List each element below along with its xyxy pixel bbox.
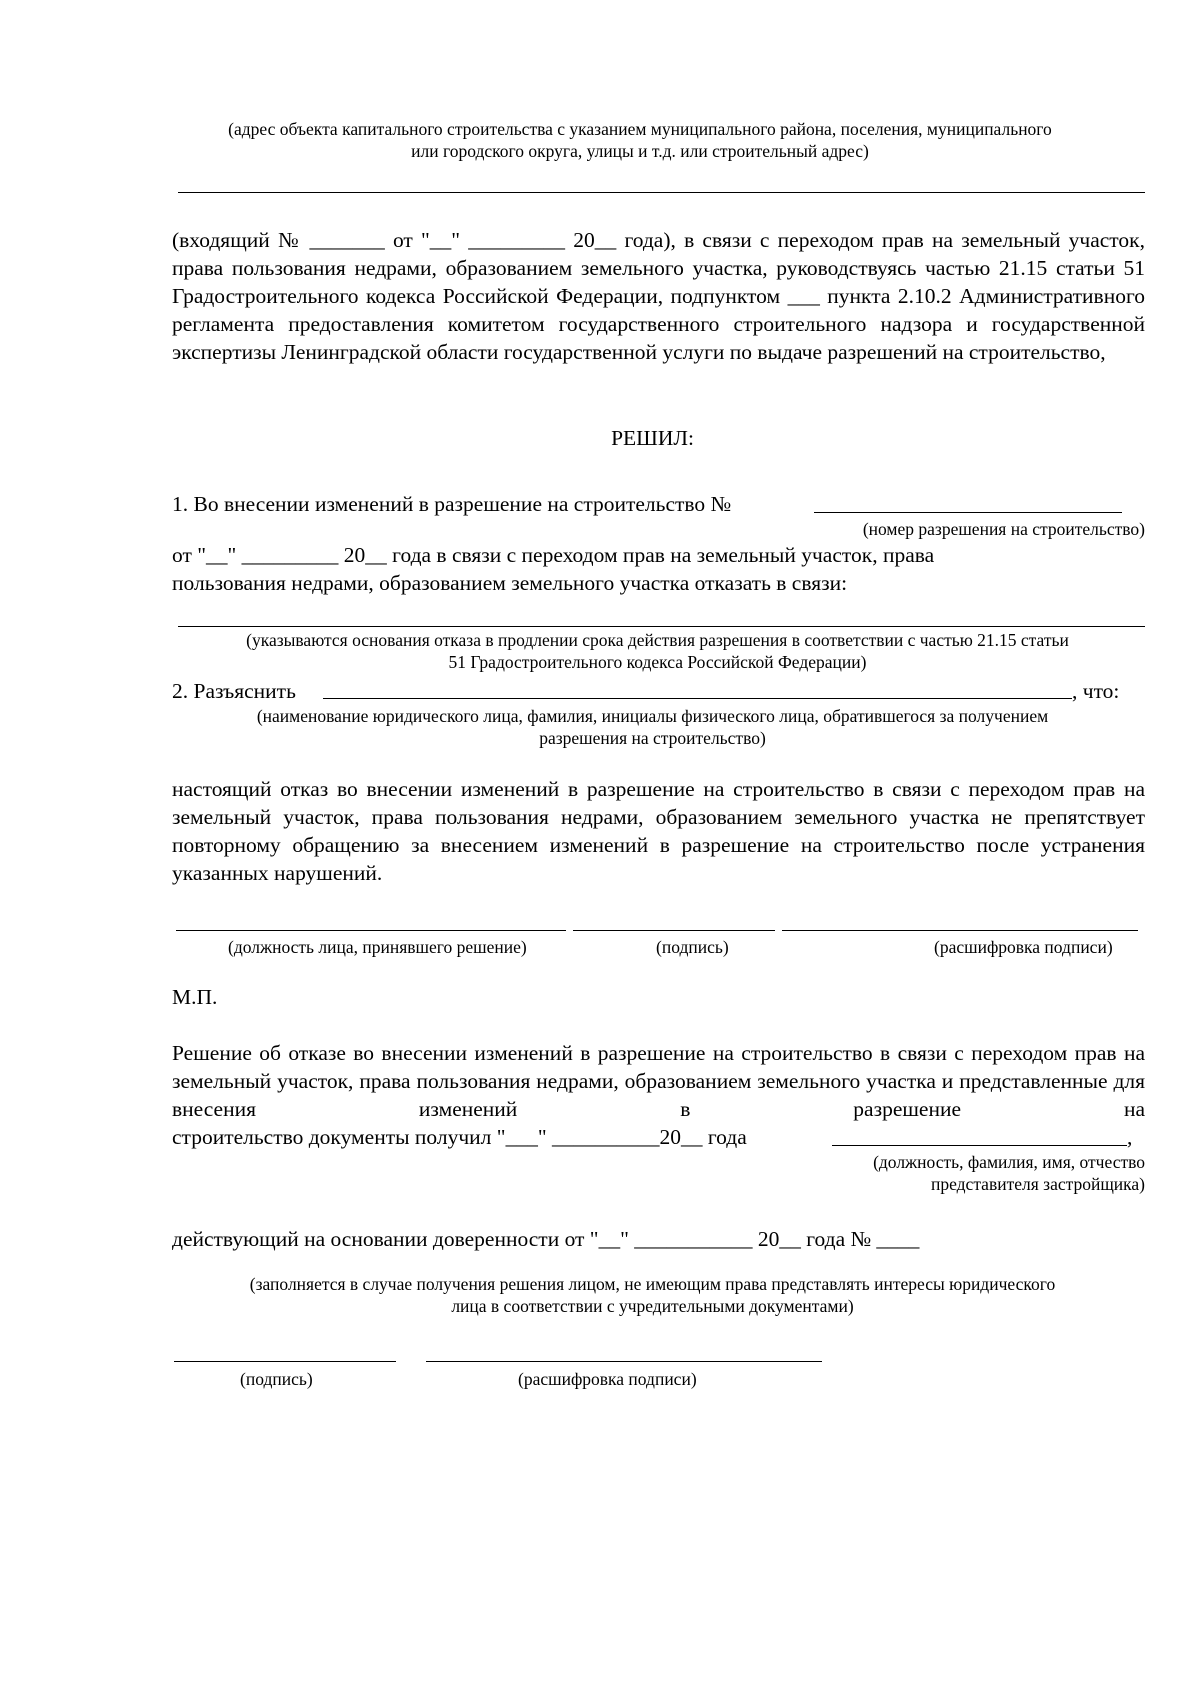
applicant-caption-line-1: (наименование юридического лица, фамилия, инициалы физического лица, обратившегося за получением [256, 706, 1049, 726]
received-paragraph: Решение об отказе во внесении изменений в разрешение на строительство в связи с переходом прав на земельный участок, права пользования недрами, образованием земельного участка и представленные для внесения изменений в разрешение на [172, 1041, 1145, 1121]
representative-caption-line-1: (должность, фамилия, имя, отчество [873, 1152, 1145, 1172]
position-signature-line [176, 930, 566, 931]
bottom-signature-caption: (подпись) [240, 1369, 313, 1389]
intro-paragraph: (входящий № _______ от "__" _________ 20__ года), в связи с переходом прав на земельный участок, права пользования недрами, образованием земельного участка, руководствуясь частью 21.15 статьи 51 Градостроительного кодекса Российской Федерации, подпунктом ___ пункта 2.10.2 Административного регламента предоставления комитетом государственного строительного надзора и государственной экспертизы Ленинградской области государственной услуги по выдаче разрешений на строительство, [172, 228, 1145, 364]
item2-prefix: 2. Разъяснить [172, 679, 296, 703]
proxy-line: действующий на основании доверенности от "__" ___________ 20__ года № ____ [172, 1227, 920, 1251]
representative-caption [700, 1151, 1145, 1195]
explanation-paragraph: настоящий отказ во внесении изменений в разрешение на строительство в связи с переходом прав на земельный участок, права пользования недрами, образованием земельного участка не препятствует повторному обращению за внесением изменений в разрешение на строительство после устранения указанных нарушений. [172, 777, 1145, 885]
applicant-caption [160, 705, 1145, 749]
item1-line-1: 1. Во внесении изменений в разрешение на строительство № [172, 492, 732, 516]
proxy-caption [160, 1273, 1145, 1317]
permit-number-fill-line [814, 512, 1122, 513]
item1-line-3: пользования недрами, образованием земельного участка отказать в связи: [172, 571, 848, 595]
proxy-caption-line-2: лица в соответствии с учредительными документами) [451, 1296, 854, 1316]
refusal-reason-fill-line [178, 626, 1145, 627]
applicant-caption-line-2: разрешения на строительство) [539, 728, 766, 748]
address-caption-line-1: (адрес объекта капитального строительства с указанием муниципального района, поселения, муниципального [228, 119, 1052, 139]
proxy-caption-line-1: (заполняется в случае получения решения лицом, не имеющим права представлять интересы юридического [249, 1274, 1056, 1294]
representative-fill-line [832, 1145, 1127, 1146]
bottom-decoding-line [426, 1361, 822, 1362]
applicant-fill-line [323, 698, 1072, 699]
item1-line-2: от "__" _________ 20__ года в связи с переходом прав на земельный участок, права [172, 543, 935, 567]
address-caption-line-2: или городского округа, улицы и т.д. или строительный адрес) [411, 141, 869, 161]
signature-caption: (подпись) [656, 937, 729, 957]
refusal-reason-caption [160, 629, 1155, 673]
decoding-signature-line [782, 930, 1138, 931]
refusal-caption-line-2: 51 Градостроительного кодекса Российской Федерации) [448, 652, 867, 672]
refusal-caption-line-1: (указываются основания отказа в продлении срока действия разрешения в соответствии с частью 21.15 статьи [246, 630, 1069, 650]
received-last-line: строительство документы получил "___" __________20__ года [172, 1125, 747, 1149]
bottom-decoding-caption: (расшифровка подписи) [518, 1369, 697, 1389]
bottom-signature-line [174, 1361, 396, 1362]
resolved-heading: РЕШИЛ: [611, 426, 694, 450]
item2-suffix: , что: [1072, 679, 1120, 703]
signature-line [573, 930, 775, 931]
address-caption [160, 118, 1120, 162]
representative-caption-line-2: представителя застройщика) [931, 1174, 1145, 1194]
permit-number-caption: (номер разрешения на строительство) [862, 519, 1145, 539]
address-fill-line [178, 192, 1145, 193]
decoding-caption: (расшифровка подписи) [934, 937, 1113, 957]
position-caption: (должность лица, принявшего решение) [228, 937, 527, 957]
stamp-mark: М.П. [172, 985, 218, 1009]
received-comma: , [1127, 1125, 1133, 1149]
